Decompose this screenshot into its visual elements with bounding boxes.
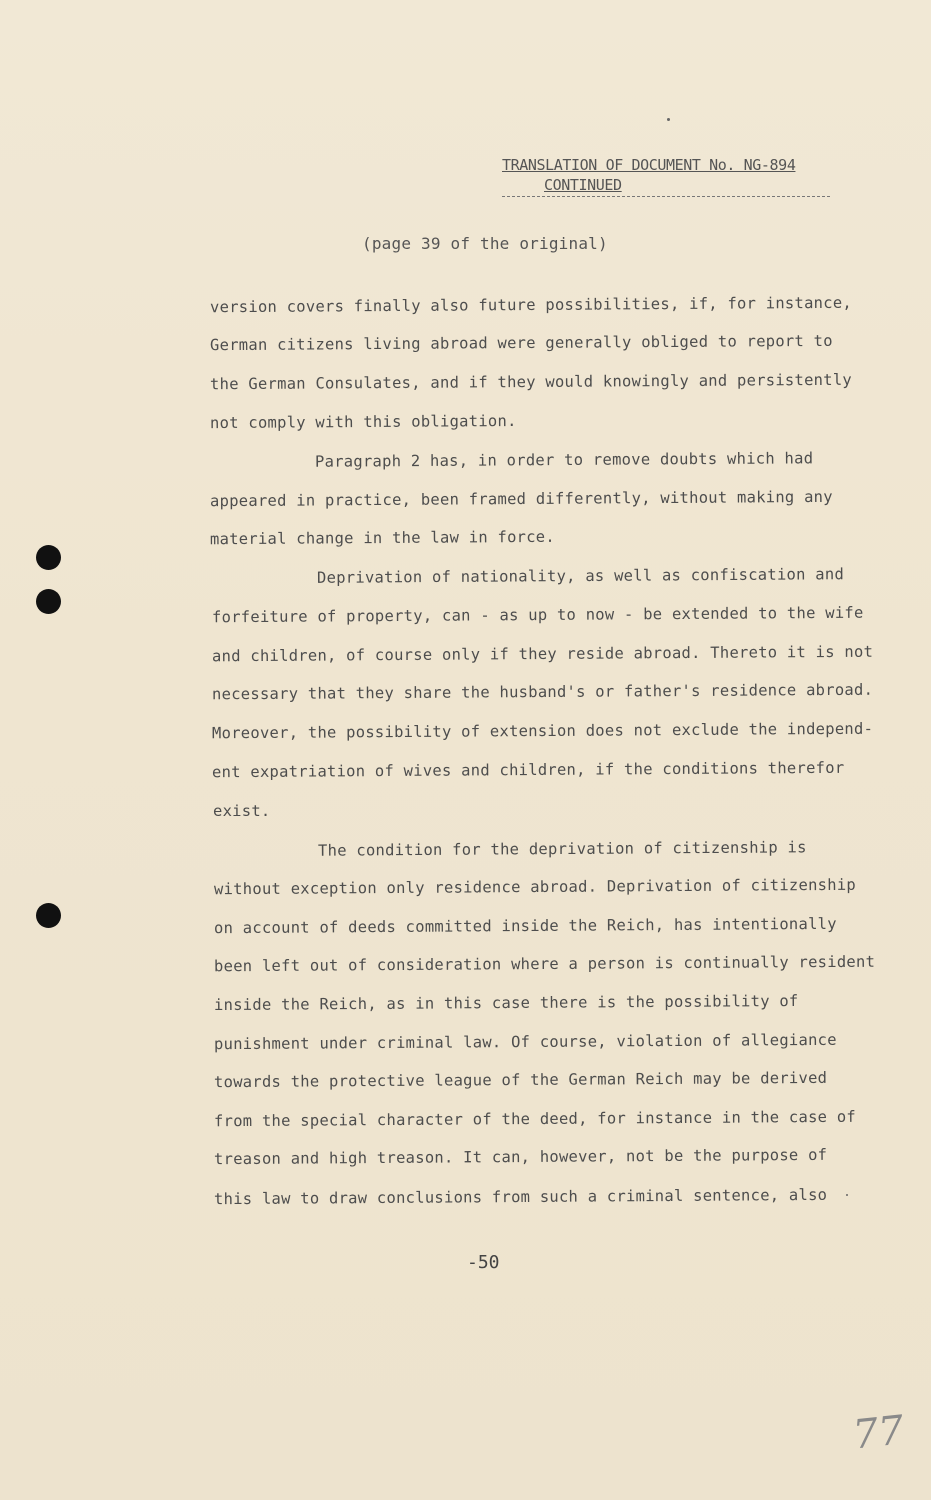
body-line: forfeiture of property, can - as up to now - be extended to the wife — [211, 603, 864, 627]
original-page-reference: (page 39 of the original) — [362, 234, 608, 253]
body-line: Paragraph 2 has, in order to remove doubts which had — [314, 449, 814, 471]
header-title: TRANSLATION OF DOCUMENT No. NG-894 — [502, 156, 796, 174]
body-line: without exception only residence abroad. Deprivation of citizenship — [213, 875, 857, 899]
body-line: version covers finally also future possibilities, if, for instance, — [209, 293, 853, 317]
body-line: treason and high treason. It can, however, not be the purpose of — [213, 1145, 828, 1169]
body-line: German citizens living abroad were generally obliged to report to — [209, 331, 833, 355]
handwritten-page-mark: 77 — [850, 1407, 907, 1459]
body-line: not comply with this obligation. — [209, 411, 517, 433]
body-line: on account of deeds committed inside the Reich, has intentionally — [213, 914, 837, 938]
paper-speck — [846, 1194, 848, 1196]
body-line: this law to draw conclusions from such a criminal sentence, also — [213, 1185, 828, 1209]
body-line: towards the protective league of the German Reich may be derived — [213, 1068, 828, 1092]
page-number: -50 — [467, 1252, 500, 1273]
body-line: ent expatriation of wives and children, if the conditions therefor — [211, 758, 845, 782]
body-line: necessary that they share the husband's or father's residence abroad. — [211, 680, 874, 704]
body-line: material change in the law in force. — [209, 527, 556, 549]
body-line: from the special character of the deed, for instance in the case of — [213, 1107, 857, 1131]
body-line: been left out of consideration where a person is continually resident — [213, 952, 876, 976]
punch-hole — [36, 545, 61, 570]
body-line: Deprivation of nationality, as well as confiscation and — [316, 565, 845, 587]
body-line: inside the Reich, as in this case there is the possibility of — [213, 991, 799, 1015]
translation-header — [502, 155, 834, 195]
body-line: appeared in practice, been framed differently, without making any — [209, 487, 833, 511]
body-line: and children, of course only if they reside abroad. Thereto it is not — [211, 642, 874, 666]
header-continued: CONTINUED — [544, 176, 622, 194]
body-line: Moreover, the possibility of extension does not exclude the independ- — [211, 719, 874, 743]
paper-speck — [667, 118, 670, 121]
header-divider — [502, 196, 830, 197]
body-line: exist. — [213, 802, 271, 820]
punch-hole — [36, 903, 61, 928]
body-line: The condition for the deprivation of citizenship is — [317, 838, 807, 860]
punch-hole — [36, 589, 61, 614]
body-line: punishment under criminal law. Of course, violation of allegiance — [213, 1030, 837, 1054]
body-line: the German Consulates, and if they would knowingly and persistently — [209, 370, 853, 394]
